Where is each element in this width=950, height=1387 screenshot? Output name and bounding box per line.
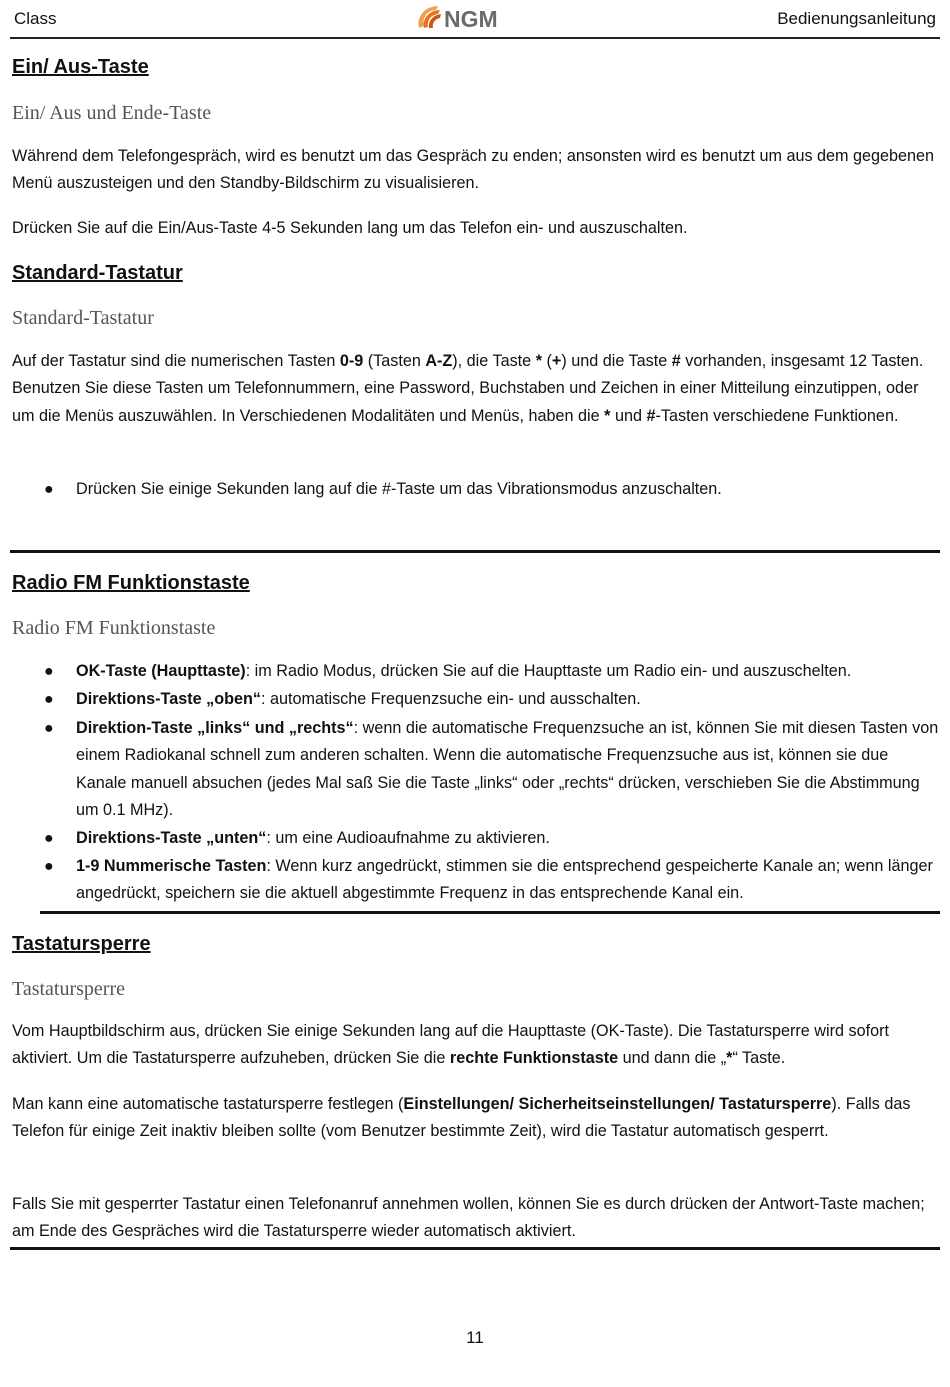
bullet-icon: ● (44, 858, 54, 875)
list-item-text: Drücken Sie einige Sekunden lang auf die #-Taste um das Vibrationsmodus anzuschalten. (76, 480, 722, 498)
section-title-radio: Radio FM Funktionstaste (12, 572, 250, 594)
list-item-text: Direktions-Taste „unten“: um eine Audioaufnahme zu aktivieren. (76, 829, 550, 847)
paragraph-keylock-call: Falls Sie mit gesperrter Tastatur einen Telefonanruf annehmen wollen, können Sie es durch drücken der Antwort-Taste machen; am Ende des Gespräches wird die Tastatursperre wieder automatisch aktiviert. (12, 1195, 925, 1241)
section-divider (10, 1247, 940, 1250)
header-right-label: Bedienungsanleitung (777, 9, 936, 28)
list-item-text: Direktion-Taste „links“ und „rechts“: wenn die automatische Frequenzsuche an ist, können Sie mit diesen Tasten von einem Radiokanal schnell zum anderen schalten. Wenn die automatische Frequenzsuche aus ist, können sie due Kanale manuell absuchen (jedes Mal saß Sie die Taste „links“ oder „rechts“ drücken, verschieben Sie die Abstimmung um 0.1 MHz). (76, 719, 939, 819)
section-divider (10, 550, 940, 553)
header-left-label: Class (14, 9, 57, 28)
paragraph-keylock-auto: Man kann eine automatische tastatursperre festlegen (Einstellungen/ Sicherheitseinstellungen/ Tastatursperre). Falls das Telefon für einige Zeit inaktiv bleiben sollte (vom Benutzer bestimmte Zeit), wird die Tastatur automatisch gesperrt. (12, 1095, 911, 1141)
list-item (0, 658, 940, 685)
paragraph-keypad: Auf der Tastatur sind die numerischen Tasten 0-9 (Tasten A-Z), die Taste * (+) und die Taste # vorhanden, insgesamt 12 Tasten. Benutzen Sie diese Tasten um Telefonnummern, eine Password, Buchstaben und Zeichen in einer Mitteilung einzutippen, oder um die Menüs auszuwählen. In Verschiedenen Modalitäten und Menüs, haben die * und #-Tasten verschiedene Funktionen. (12, 352, 924, 425)
bullet-icon: ● (44, 830, 54, 847)
section-title-keypad: Standard-Tastatur (12, 262, 183, 284)
logo-emblem-icon (418, 6, 441, 28)
page-number: 11 (466, 1328, 484, 1347)
section-divider (40, 911, 940, 914)
section-title-keylock: Tastatursperre (12, 933, 151, 955)
section-subtitle-keylock: Tastatursperre (12, 978, 125, 1000)
bullet-icon: ● (44, 663, 54, 680)
list-item (0, 825, 940, 852)
header-divider (10, 37, 940, 39)
logo-text: NGM (444, 6, 498, 32)
section-subtitle-radio: Radio FM Funktionstaste (12, 617, 216, 639)
paragraph-keylock-activate: Vom Hauptbildschirm aus, drücken Sie einige Sekunden lang auf die Haupttaste (OK-Taste). Die Tastatursperre wird sofort aktiviert. Um die Tastatursperre aufzuheben, drücken Sie die rechte Funktionstaste und dann die „*“ Taste. (12, 1022, 889, 1068)
ngm-logo (416, 2, 522, 34)
section-title-power-key: Ein/ Aus-Taste (12, 56, 149, 78)
bullet-icon: ● (44, 481, 54, 498)
list-item-text: Direktions-Taste „oben“: automatische Frequenzsuche ein- und ausschalten. (76, 690, 641, 708)
bullet-icon: ● (44, 691, 54, 708)
section-subtitle-keypad: Standard-Tastatur (12, 307, 154, 329)
list-item (0, 686, 940, 713)
paragraph-power-key-hold: Drücken Sie auf die Ein/Aus-Taste 4-5 Sekunden lang um das Telefon ein- und auszuschalten. (12, 219, 688, 237)
list-item (0, 853, 940, 908)
bullet-icon: ● (44, 720, 54, 737)
list-item-text: 1-9 Nummerische Tasten: Wenn kurz angedrückt, stimmen sie die entsprechend gespeicherte Kanale an; wenn länger angedrückt, speichern sie die aktuell abgestimmte Frequenz in das entsprechende Kanal ein. (76, 857, 933, 903)
paragraph-power-key-usage: Während dem Telefongespräch, wird es benutzt um das Gespräch zu enden; ansonsten wird es benutzt um aus dem gegebenen Menü auszusteigen und den Standby-Bildschirm zu visualisieren. (12, 147, 935, 193)
list-item (0, 476, 940, 503)
list-item (0, 715, 940, 824)
section-subtitle-power-key: Ein/ Aus und Ende-Taste (12, 102, 212, 124)
list-item-text: OK-Taste (Haupttaste): im Radio Modus, drücken Sie auf die Haupttaste um Radio ein- und auszuschelten. (76, 662, 852, 680)
